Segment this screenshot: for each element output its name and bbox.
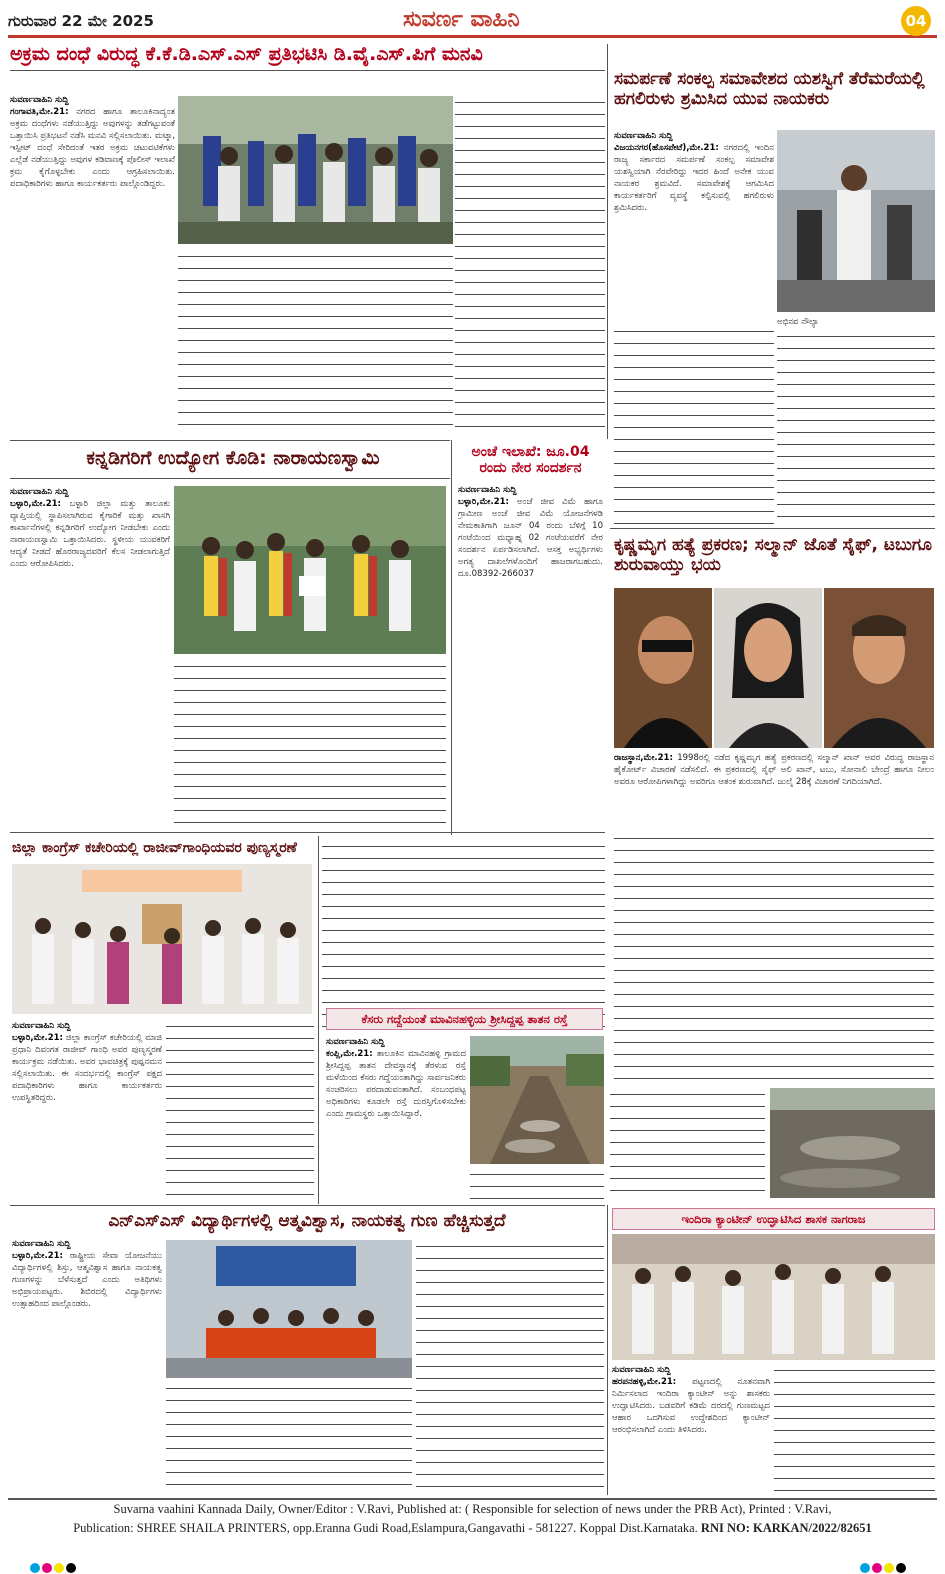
dateline: ಬಳ್ಳಾರಿ,ಮೇ.21: bbox=[458, 497, 509, 507]
headline-a3: ಕನ್ನಡಿಗರಿಗೆ ಉದ್ಯೋಗ ಕೊಡಿ: ನಾರಾಯಣಸ್ವಾಮಿ bbox=[86, 447, 380, 469]
imprint-line-2: Publication: SHREE SHAILA PRINTERS, opp.Eranna Gudi Road,Eslampura,Gangavathi - 581227. Koppal Dist.Karnataka. bbox=[73, 1521, 698, 1535]
registration-marks-right bbox=[860, 1558, 908, 1568]
registration-mark bbox=[54, 1563, 64, 1573]
headline-a2: ಸಮರ್ಪಣೆ ಸಂಕಲ್ಪ ಸಮಾವೇಶದ ಯಶಸ್ವಿಗೆ ತೆರೆಮರೆಯಲ್ಲಿ ಹಗಲಿರುಳು ಶ್ರಮಿಸಿದ ಯುವ ನಾಯಕರು bbox=[614, 69, 925, 109]
headline-a6: ಜಿಲ್ಲಾ ಕಾಂಗ್ರೆಸ್ ಕಚೇರಿಯಲ್ಲಿ ರಾಜೀವ್‌ಗಾಂಧಿಯವರ ಪುಣ್ಯಸ್ಮರಣೆ bbox=[12, 840, 297, 856]
byline: ಸುವರ್ಣವಾಹಿನಿ ಸುದ್ದಿ bbox=[12, 1239, 71, 1249]
article-text: ಬಳ್ಳಾರಿ ಜಿಲ್ಲಾ ಮತ್ತು ತಾಲೂಕು ವ್ಯಾಪ್ತಿಯಲ್ಲಿ ಸ್ಥಾಪಿಸಲಾಗಿರುವ ಕೈಗಾರಿಕೆ ಮತ್ತು ಖಾಸಗಿ ಕಾರ್ಖಾನೆಗಳಲ್ಲಿ ಕನ್ನಡಿಗರಿಗೆ ಉದ್ಯೋಗ ನೀಡಬೇಕು ಎಂದು ನಾರಾಯಣಸ್ವಾಮಿ ಒತ್ತಾಯಿಸಿದರು. ಸ್ಥಳೀಯ ಯುವಕರಿಗೆ ಆದ್ಯತೆ ನೀಡದೆ ಹೊರರಾಜ್ಯದವರಿಗೆ ಕೆಲಸ ನೀಡಲಾಗುತ್ತಿದೆ ಎಂದು ಆರೋಪಿಸಿದರು. bbox=[10, 499, 170, 569]
rni-number: RNI NO: KARKAN/2022/82651 bbox=[700, 1521, 872, 1535]
dateline: ಬಳ್ಳಾರಿ,ಮೇ.21: bbox=[12, 1033, 63, 1043]
article-text-continuation bbox=[416, 1240, 604, 1494]
photo-muddy-road-2 bbox=[770, 1088, 935, 1198]
article-text-continuation bbox=[614, 325, 774, 525]
masthead bbox=[8, 6, 937, 38]
dateline: ವಿಜಯನಗರ(ಹೊಸಪೇಟೆ),ಮೇ.21: bbox=[614, 143, 719, 153]
registration-mark bbox=[884, 1563, 894, 1573]
byline: ಸುವರ್ಣವಾಹಿನಿ ಸುದ್ದಿ bbox=[326, 1037, 385, 1047]
headline-a4: ಅಂಚೆ ಇಲಾಖೆ: ಜೂ.04 ರಂದು ನೇರ ಸಂದರ್ಶನ bbox=[471, 444, 590, 477]
headline-a5: ಕೃಷ್ಣಮೃಗ ಹತ್ಯೆ ಪ್ರಕರಣ; ಸಲ್ಮಾನ್ ಜೊತೆ ಸೈಫ್, ಟಬುಗೂ ಶುರುವಾಯ್ತು ಭಯ bbox=[614, 535, 932, 575]
column-divider bbox=[318, 836, 319, 1204]
byline: ಸುವರ್ಣವಾಹಿನಿ ಸುದ್ದಿ bbox=[10, 95, 69, 105]
headline-a9: ಇಂದಿರಾ ಕ್ಯಾಂಟೀನ್ ಉದ್ಘಾಟಿಸಿದ ಶಾಸಕ ನಾಗರಾಜ bbox=[681, 1212, 866, 1226]
article-body-a7 bbox=[326, 1036, 466, 1201]
registration-mark bbox=[42, 1563, 52, 1573]
byline: ಸುವರ್ಣವಾಹಿನಿ ಸುದ್ದಿ bbox=[612, 1365, 671, 1375]
headline-a8: ಎನ್‌ಎಸ್‌ಎಸ್ ವಿದ್ಯಾರ್ಥಿಗಳಲ್ಲಿ ಆತ್ಮವಿಶ್ವಾಸ, ನಾಯಕತ್ವ ಗುಣ ಹೆಚ್ಚಿಸುತ್ತದೆ bbox=[108, 1211, 506, 1231]
article-body-a8 bbox=[12, 1238, 162, 1493]
photo-salman-khan bbox=[614, 588, 712, 748]
registration-mark bbox=[896, 1563, 906, 1573]
article-text-continuation bbox=[166, 1020, 314, 1200]
issue-date: ಗುರುವಾರ 22 ಮೇ 2025 bbox=[8, 12, 154, 30]
article-text: ಅಂಚೆ ಜೀವ ವಿಮೆ ಹಾಗೂ ಗ್ರಾಮೀಣ ಅಂಚೆ ಜೀವ ವಿಮೆ ಯೋಜನೆಗಳಡಿ ನೇಮಕಾತಿಗಾಗಿ ಜೂನ್ 04 ರಂದು ಬೆಳಿಗ್ಗೆ 10 ಗಂಟೆಯಿಂದ ಮಧ್ಯಾಹ್ನ 02 ಗಂಟೆಯವರೆಗೆ ನೇರ ಸಂದರ್ಶನ ಏರ್ಪಡಿಸಲಾಗಿದೆ. ಆಸಕ್ತ ಅಭ್ಯರ್ಥಿಗಳು ಅಗತ್ಯ ದಾಖಲೆಗಳೊಂದಿಗೆ ಹಾಜರಾಗಬಹುದು. ದೂ.08392-266037 bbox=[458, 497, 603, 579]
headline-a1: ಅಕ್ರಮ ದಂಧೆ ವಿರುದ್ಧ ಕೆ.ಕೆ.ಡಿ.ಎಸ್.ಎಸ್ ಪ್ರತಿಭಟಿಸಿ ಡಿ.ವೈ.ಎಸ್.ಪಿಗೆ ಮನವಿ bbox=[10, 43, 483, 65]
registration-mark bbox=[30, 1563, 40, 1573]
imprint-footer bbox=[0, 1500, 945, 1556]
article-body-a3 bbox=[10, 486, 170, 826]
article-text-continuation bbox=[174, 660, 446, 830]
article-text-continuation bbox=[610, 1088, 765, 1198]
photo-muddy-road bbox=[470, 1036, 604, 1164]
divider bbox=[10, 1205, 605, 1206]
divider bbox=[10, 70, 605, 71]
article-text: 1998ರಲ್ಲಿ ನಡೆದ ಕೃಷ್ಣಮೃಗ ಹತ್ಯೆ ಪ್ರಕರಣದಲ್ಲಿ ಸಲ್ಮಾನ್ ಖಾನ್ ಅವರ ವಿರುದ್ಧ ರಾಜಸ್ಥಾನ ಹೈಕೋರ್ಟ್ ವಿಚಾರಣೆ ನಡೆಸಲಿದೆ. ಈ ಪ್ರಕರಣದಲ್ಲಿ ಸೈಫ್ ಅಲಿ ಖಾನ್, ಟಬು, ಸೋನಾಲಿ ಬೇಂದ್ರೆ ಹಾಗೂ ನೀಲಂ ಅವರೂ ಆರೋಪಿಗಳಾಗಿದ್ದು ಅವರಿಗೂ ಆತಂಕ ಶುರುವಾಗಿದೆ. ಜುಲೈ 28ಕ್ಕೆ ವಿಚಾರಣೆ ನಿಗದಿಯಾಗಿದೆ. bbox=[614, 753, 934, 787]
article-body-a9 bbox=[612, 1364, 770, 1494]
article-text-continuation bbox=[455, 96, 605, 436]
byline: ಸುವರ್ಣವಾಹಿನಿ ಸುದ್ದಿ bbox=[10, 487, 69, 497]
dateline: ರಾಜಸ್ಥಾನ,ಮೇ.21: bbox=[614, 753, 673, 763]
column-divider bbox=[451, 440, 452, 835]
divider bbox=[10, 440, 450, 441]
article-body-a4 bbox=[458, 484, 603, 829]
page-number-badge: 04 bbox=[901, 6, 931, 36]
byline: ಸುವರ್ಣವಾಹಿನಿ ಸುದ್ದಿ bbox=[614, 131, 673, 141]
photo-protest bbox=[178, 96, 453, 244]
registration-mark bbox=[66, 1563, 76, 1573]
photo-memorandum bbox=[174, 486, 446, 654]
article-text: ಜಿಲ್ಲಾ ಕಾಂಗ್ರೆಸ್ ಕಚೇರಿಯಲ್ಲಿ ಮಾಜಿ ಪ್ರಧಾನಿ ದಿವಂಗತ ರಾಜೀವ್ ಗಾಂಧಿ ಅವರ ಪುಣ್ಯಸ್ಮರಣೆ ಕಾರ್ಯಕ್ರಮ ನಡೆಯಿತು. ಅವರ ಭಾವಚಿತ್ರಕ್ಕೆ ಪುಷ್ಪನಮನ ಸಲ್ಲಿಸಲಾಯಿತು. ಈ ಸಂದರ್ಭದಲ್ಲಿ ಕಾಂಗ್ರೆಸ್ ಪಕ್ಷದ ಪದಾಧಿಕಾರಿಗಳು ಹಾಗೂ ಕಾರ್ಯಕರ್ತರು ಉಪಸ್ಥಿತರಿದ್ದರು. bbox=[12, 1033, 162, 1103]
article-text: ರಾಷ್ಟ್ರೀಯ ಸೇವಾ ಯೋಜನೆಯು ವಿದ್ಯಾರ್ಥಿಗಳಲ್ಲಿ ಶಿಸ್ತು, ಆತ್ಮವಿಶ್ವಾಸ ಹಾಗೂ ನಾಯಕತ್ವ ಗುಣಗಳನ್ನು ಬೆಳೆಸುತ್ತದೆ ಎಂದು ಅತಿಥಿಗಳು ಅಭಿಪ್ರಾಯಪಟ್ಟರು. ಶಿಬಿರದಲ್ಲಿ ವಿದ್ಯಾರ್ಥಿಗಳು ಉತ್ಸಾಹದಿಂದ ಪಾಲ್ಗೊಂಡರು. bbox=[12, 1251, 162, 1309]
column-divider bbox=[607, 1205, 608, 1495]
headline-a7: ಕೆಸರು ಗದ್ದೆಯಂತೆ ಮಾವಿನಹಳ್ಳಿಯ ಶ್ರೀಸಿದ್ದಪ್ಪ ತಾತನ ರಸ್ತೆ bbox=[361, 1012, 568, 1026]
registration-mark bbox=[860, 1563, 870, 1573]
photo-saif-ali-khan bbox=[824, 588, 934, 748]
article-text-continuation bbox=[322, 840, 605, 1030]
dateline: ಬಳ್ಳಾರಿ,ಮೇ.21: bbox=[10, 499, 61, 509]
article-text: ನಗರದ ಹಾಗೂ ತಾಲೂಕಿನಾದ್ಯಂತ ಅಕ್ರಮ ದಂಧೆಗಳು ನಡೆಯುತ್ತಿದ್ದು ಅವುಗಳನ್ನು ತಡೆಗಟ್ಟುವಂತೆ ಒತ್ತಾಯಿಸಿ ಪ್ರತಿಭಟನೆ ನಡೆಸಿ ಮನವಿ ಸಲ್ಲಿಸಲಾಯಿತು. ಮಟ್ಕಾ, ಇಸ್ಪೀಟ್ ದಂಧೆ ಸೇರಿದಂತೆ ಇತರ ಅಕ್ರಮ ಚಟುವಟಿಕೆಗಳು ಎಲ್ಲೆಡೆ ನಡೆಯುತ್ತಿದ್ದು ಅವುಗಳ ಕಡಿವಾಣಕ್ಕೆ ಪೊಲೀಸ್ ಇಲಾಖೆ ಕ್ರಮ ಕೈಗೊಳ್ಳಬೇಕು ಎಂದು ಆಗ್ರಹಿಸಲಾಯಿತು. ಪದಾಧಿಕಾರಿಗಳು ಹಾಗೂ ಕಾರ್ಯಕರ್ತರು ಪಾಲ್ಗೊಂಡಿದ್ದರು. bbox=[10, 107, 175, 189]
dateline: ಕಂಪ್ಲಿ,ಮೇ.21: bbox=[326, 1049, 373, 1059]
photo-nss-event bbox=[166, 1240, 412, 1378]
article-body-a5 bbox=[614, 752, 934, 830]
byline: ಸುವರ್ಣವಾಹಿನಿ ಸುದ್ದಿ bbox=[12, 1021, 71, 1031]
headline-banner bbox=[612, 1208, 935, 1230]
dateline: ಬಳ್ಳಾರಿ,ಮೇ.21: bbox=[12, 1251, 63, 1261]
dateline: ಹರಪನಹಳ್ಳಿ,ಮೇ.21: bbox=[612, 1377, 677, 1387]
photo-rajiv-gandhi-tribute bbox=[12, 864, 312, 1014]
article-text-continuation bbox=[774, 1364, 935, 1494]
article-text: ಪಟ್ಟಣದಲ್ಲಿ ನೂತನವಾಗಿ ನಿರ್ಮಿಸಲಾದ ಇಂದಿರಾ ಕ್ಯಾಂಟೀನ್ ಅನ್ನು ಶಾಸಕರು ಉದ್ಘಾಟಿಸಿದರು. ಬಡವರಿಗೆ ಕಡಿಮೆ ದರದಲ್ಲಿ ಗುಣಮಟ್ಟದ ಆಹಾರ ಒದಗಿಸುವ ಉದ್ದೇಶದಿಂದ ಕ್ಯಾಂಟೀನ್ ಆರಂಭಿಸಲಾಗಿದೆ ಎಂದು ತಿಳಿಸಿದರು. bbox=[612, 1377, 770, 1435]
photo-caption: ಅಭಿನವ ನೌಲ್ಯಾ bbox=[777, 317, 819, 327]
article-body-a1 bbox=[10, 94, 175, 434]
article-text-continuation bbox=[166, 1382, 412, 1494]
registration-mark bbox=[872, 1563, 882, 1573]
article-text-continuation bbox=[470, 1168, 604, 1200]
divider bbox=[10, 832, 605, 833]
column-divider bbox=[607, 44, 608, 439]
registration-marks-left bbox=[30, 1558, 78, 1568]
article-text-continuation bbox=[777, 330, 935, 525]
imprint-line-1: Suvarna vaahini Kannada Daily, Owner/Editor : V.Ravi, Published at: ( Responsible for selection of news under the PRB Act), Printed : V.Ravi, bbox=[113, 1502, 832, 1516]
byline: ಸುವರ್ಣವಾಹಿನಿ ಸುದ್ದಿ bbox=[458, 485, 517, 495]
photo-youth-leader bbox=[777, 130, 935, 312]
article-text-continuation bbox=[178, 250, 453, 436]
article-text-continuation bbox=[614, 832, 934, 1082]
article-body-a6 bbox=[12, 1020, 162, 1200]
article-text: ನಗರದಲ್ಲಿ ಇಂದಿನ ರಾಜ್ಯ ಸರ್ಕಾರದ ಸಮರ್ಪಣೆ ಸಂಕಲ್ಪ ಸಮಾವೇಶ ಯಶಸ್ವಿಯಾಗಿ ನೆರವೇರಿದ್ದು ಇದರ ಹಿಂದೆ ಅನೇಕ ಯುವ ನಾಯಕರ ಶ್ರಮವಿದೆ. ಸಮಾವೇಶಕ್ಕೆ ಆಗಮಿಸಿದ ಕಾರ್ಯಕರ್ತರಿಗೆ ವ್ಯವಸ್ಥೆ ಕಲ್ಪಿಸುವಲ್ಲಿ ಹಗಲಿರುಳು ಶ್ರಮಿಸಿದರು. bbox=[614, 143, 774, 213]
photo-tabu bbox=[714, 588, 822, 748]
headline-banner bbox=[326, 1008, 603, 1030]
photo-indira-canteen bbox=[612, 1234, 935, 1360]
divider bbox=[610, 528, 935, 529]
article-body-a2 bbox=[614, 130, 774, 320]
dateline: ಗಂಗಾವತಿ,ಮೇ.21: bbox=[10, 107, 69, 117]
newspaper-logo: ಸುವರ್ಣ ವಾಹಿನಿ bbox=[403, 6, 520, 32]
divider bbox=[10, 478, 450, 479]
article-text: ತಾಲೂಕಿನ ಮಾವಿನಹಳ್ಳಿ ಗ್ರಾಮದ ಶ್ರೀಸಿದ್ದಪ್ಪ ತಾತನ ದೇವಸ್ಥಾನಕ್ಕೆ ತೆರಳುವ ರಸ್ತೆ ಮಳೆಯಿಂದ ಕೆಸರು ಗದ್ದೆಯಂತಾಗಿದ್ದು ಸಾರ್ವಜನಿಕರು ಸಂಚರಿಸಲು ಪರದಾಡುವಂತಾಗಿದೆ. ಸಂಬಂಧಪಟ್ಟ ಅಧಿಕಾರಿಗಳು ಕೂಡಲೇ ರಸ್ತೆ ದುರಸ್ತಿಗೊಳಿಸಬೇಕು ಎಂದು ಗ್ರಾಮಸ್ಥರು ಒತ್ತಾಯಿಸಿದ್ದಾರೆ. bbox=[326, 1049, 466, 1119]
